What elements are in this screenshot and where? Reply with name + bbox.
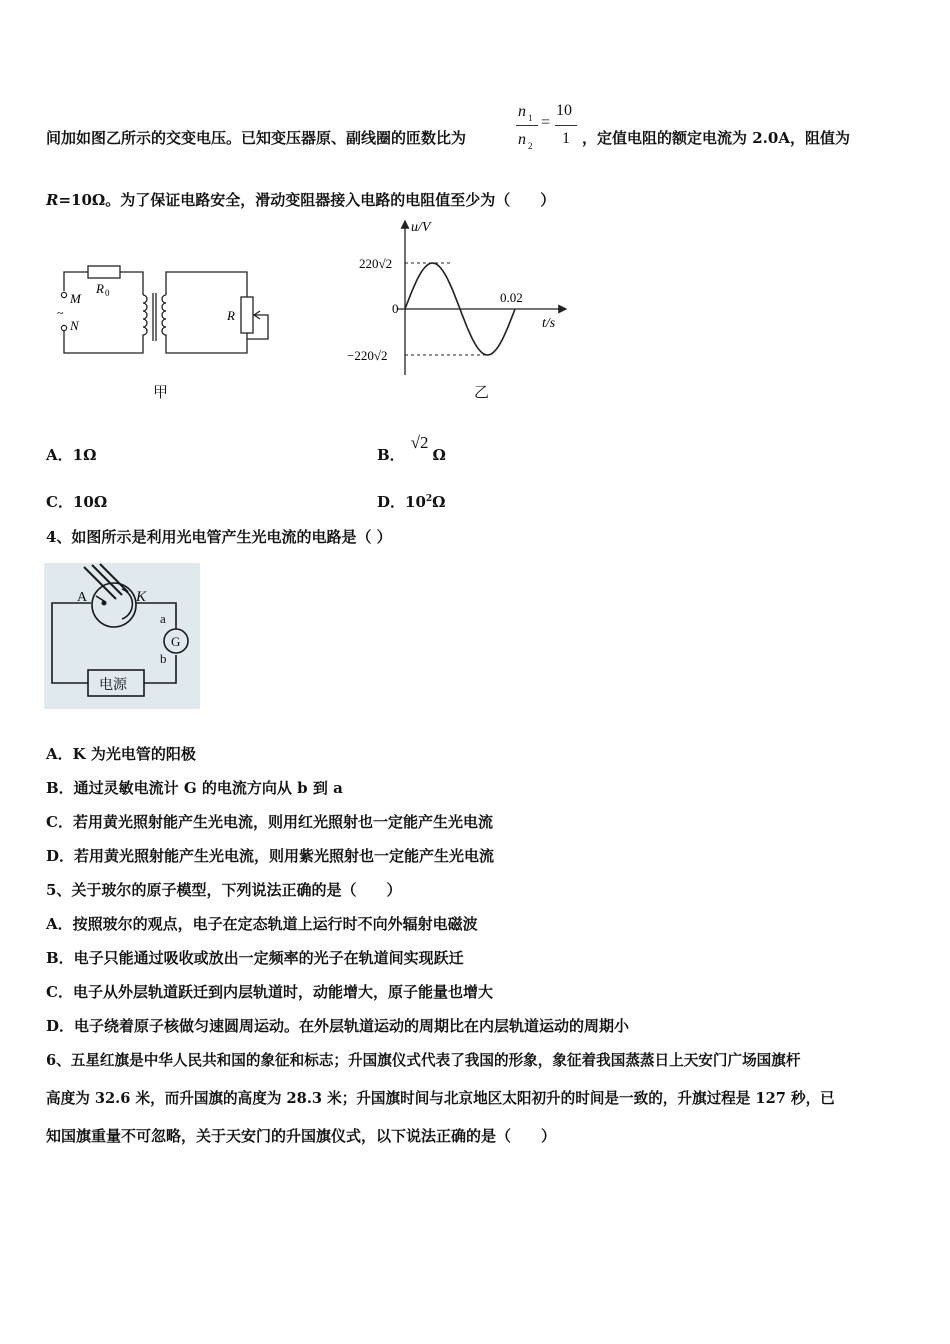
q4-option-d[interactable]: D．若用黄光照射能产生光电流，则用紫光照射也一定能产生光电流 (46, 847, 495, 865)
label-m: M (70, 291, 81, 306)
origin-label: 0 (392, 301, 399, 316)
ratio-numerator: 10 (556, 102, 572, 119)
peak-label-negative: −220√2 (347, 348, 388, 363)
ac-source-tilde: ~ (57, 306, 64, 320)
ratio-equals: = (541, 114, 551, 131)
ratio-denominator: 1 (562, 130, 570, 147)
option-b-sqrt: √2 (410, 433, 429, 452)
q4-option-c[interactable]: C．若用黄光照射能产生光电流，则用红光照射也一定能产生光电流 (46, 813, 493, 831)
q5-option-d[interactable]: D．电子绕着原子核做匀速圆周运动。在外层轨道运动的周期比在内层轨道运动的周期小 (46, 1017, 630, 1035)
q4-stem: 4、如图所示是利用光电管产生光电流的电路是（ ） (46, 528, 392, 546)
option-d-unit: Ω (432, 493, 446, 511)
q3-line2-text: =10Ω。为了保证电路安全，滑动变阻器接入电路的电阻值至少为（ ） (58, 191, 556, 209)
fraction-bar-right (555, 125, 577, 126)
peak-label-positive: 220√2 (359, 256, 393, 271)
phototube-label-k: K (136, 589, 147, 605)
ratio-n2: n (518, 131, 526, 148)
ratio-n1-sub: 1 (528, 113, 533, 123)
option-b-prefix: B． (377, 446, 405, 464)
label-n: N (70, 318, 79, 333)
q3-option-d[interactable] (377, 491, 446, 512)
resistor-symbol-r: R (46, 191, 59, 209)
label-r0-sub: 0 (105, 288, 110, 298)
power-source-label: 电源 (99, 677, 127, 693)
q5-stem: 5、关于玻尔的原子模型，下列说法正确的是（ ） (46, 881, 402, 899)
axis-label-u: u/V (411, 220, 431, 235)
option-d-prefix: D．10 (377, 493, 426, 511)
q4-option-b[interactable]: B．通过灵敏电流计 G 的电流方向从 b 到 a (46, 779, 343, 797)
option-b-unit: Ω (432, 446, 446, 464)
axis-label-t: t/s (542, 316, 556, 331)
q6-line2: 高度为 32.6 米，而升国旗的高度为 28.3 米；升国旗时间与北京地区太阳初升的时间是一致的，升旗过程是 127 秒，已 (46, 1090, 835, 1107)
figure-jia-circuit (50, 255, 280, 365)
q3-option-c[interactable]: C．10Ω (46, 493, 108, 511)
q5-option-b[interactable]: B．电子只能通过吸收或放出一定频率的光子在轨道间实现跃迁 (46, 949, 464, 967)
option-d-sup: 2 (425, 494, 433, 504)
q6-line3: 知国旗重量不可忽略，关于天安门的升国旗仪式，以下说法正确的是（ ） (46, 1127, 557, 1145)
q3-line1-tail: ，定值电阻的额定电流为 2.0A，阻值为 (582, 129, 850, 147)
q3-option-b[interactable] (377, 433, 446, 465)
figure-phototube-circuit (44, 563, 200, 709)
figure-jia-caption: 甲 (153, 383, 169, 401)
q5-option-a[interactable]: A．按照玻尔的观点，电子在定态轨道上运行时不向外辐射电磁波 (46, 915, 478, 933)
q4-option-a[interactable]: A．K 为光电管的阳极 (46, 745, 196, 763)
terminal-label-a: a (160, 611, 166, 626)
terminal-label-b: b (160, 651, 167, 666)
galvanometer-label: G (171, 634, 181, 649)
label-r0: R (96, 281, 104, 296)
period-label: 0.02 (500, 290, 523, 305)
figure-yi-voltage-graph (340, 215, 580, 380)
q6-line1: 6、五星红旗是中华人民共和国的象征和标志；升国旗仪式代表了我国的形象，象征着我国蒸蒸日上天安门广场国旗杆 (46, 1052, 801, 1069)
ratio-n1: n (518, 103, 526, 120)
ratio-n2-sub: 2 (528, 141, 533, 151)
q3-line1-text: 间加如图乙所示的交变电压。已知变压器原、副线圈的匝数比为 (46, 129, 467, 147)
fraction-bar-left (516, 125, 538, 126)
label-r: R (227, 308, 235, 323)
q3-option-a[interactable]: A．1Ω (46, 446, 97, 464)
q3-line2 (46, 189, 555, 210)
phototube-label-a: A (77, 590, 88, 605)
figure-yi-caption: 乙 (474, 383, 490, 401)
q5-option-c[interactable]: C．电子从外层轨道跃迁到内层轨道时，动能增大，原子能量也增大 (46, 983, 493, 1001)
